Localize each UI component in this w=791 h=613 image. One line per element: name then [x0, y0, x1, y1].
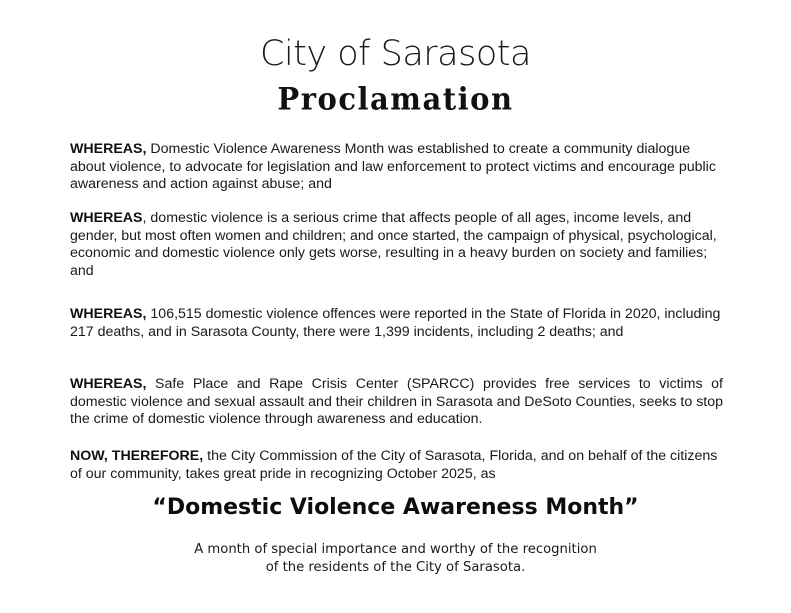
paragraph-text: Domestic Violence Awareness Month was established to create a community dialogue about violence, to advocate for legislation and law enforcement to protect victims and encourage public awareness and action against abuse; and — [70, 141, 716, 193]
closing-line-2: of the residents of the City of Sarasota. — [265, 559, 526, 575]
paragraph-lead: WHEREAS, — [70, 306, 147, 322]
paragraph-lead: WHEREAS, — [70, 376, 147, 392]
paragraph-lead: WHEREAS — [70, 210, 143, 226]
whereas-paragraph-sparcc — [70, 376, 723, 429]
closing-line-1: A month of special importance and worthy of the recognition — [194, 542, 597, 557]
paragraph-lead: NOW, THEREFORE, — [70, 448, 204, 464]
paragraph-text: the City Commission of the City of Sarasota, Florida, and on behalf of the citizens of our community, takes great pride in recognizing October 2025, as — [70, 448, 718, 482]
city-name-heading: City of Sarasota — [260, 34, 531, 74]
recognized-month-title: “Domestic Violence Awareness Month” — [152, 495, 639, 520]
whereas-paragraph-statistics — [70, 306, 723, 341]
whereas-paragraph-serious-crime — [70, 210, 723, 280]
now-therefore-paragraph — [70, 448, 723, 483]
whereas-paragraph-awareness-month — [70, 141, 723, 194]
paragraph-text: 106,515 domestic violence offences were reported in the State of Florida in 2020, including 217 deaths, and in Sarasota County, there were 1,399 incidents, including 2 deaths; and — [70, 306, 721, 340]
paragraph-text: Safe Place and Rape Crisis Center (SPARCC) provides free services to victims of domestic violence and sexual assault and their children in Sarasota and DeSoto Counties, seeks to stop the crime of domestic violence through awareness and education. — [70, 376, 724, 428]
proclamation-heading: Proclamation — [277, 81, 514, 117]
paragraph-lead: WHEREAS, — [70, 141, 147, 157]
closing-statement — [0, 541, 791, 576]
paragraph-text: , domestic violence is a serious crime that affects people of all ages, income levels, and gender, but most often women and children; and once started, the campaign of physical, psychological, economic and domestic violence only gets worse, resulting in a heavy burden on society and families; and — [70, 210, 717, 279]
